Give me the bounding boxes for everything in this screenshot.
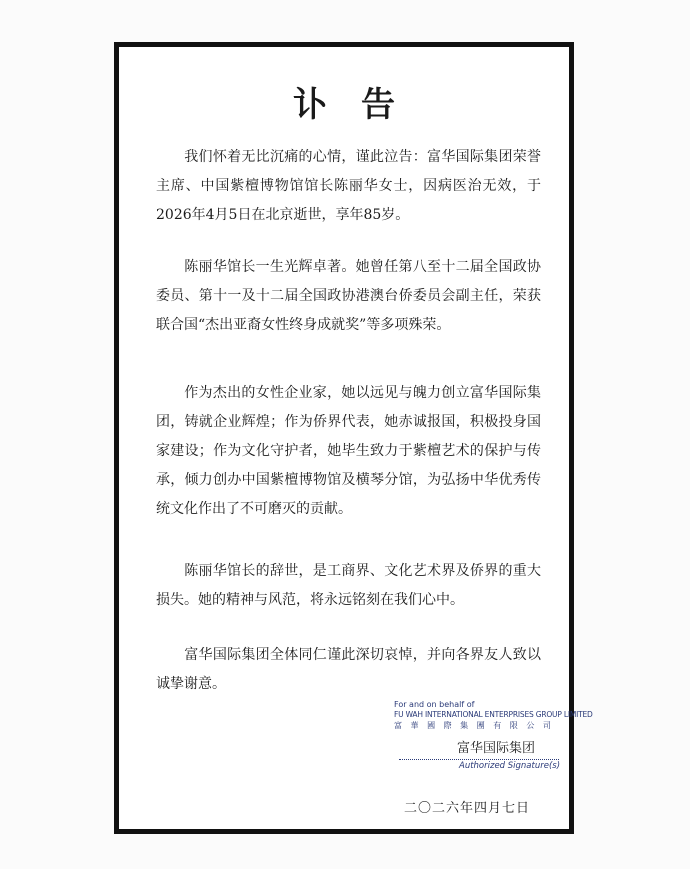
- paragraph-condolence: [156, 641, 541, 699]
- paragraph-text: 我们怀着无比沉痛的心情，谨此泣告：富华国际集团荣誉主席、中国紫檀博物馆馆长陈丽华女士，因病医治无效，于2026年4月5日在北京逝世，享年85岁。: [156, 149, 541, 223]
- paragraph-loss: [156, 557, 541, 615]
- paragraph-announcement: [156, 143, 541, 230]
- signature-caption: Authorized Signature(s): [459, 761, 561, 771]
- stamp-line-behalf: For and on behalf of: [394, 700, 475, 709]
- notice-date: 二〇二六年四月七日: [404, 801, 531, 816]
- paragraph-text: 陈丽华馆长的辞世，是工商界、文化艺术界及侨界的重大损失。她的精神与风范，将永远铭刻在我们心中。: [156, 563, 541, 608]
- notice-title: 讣告: [293, 85, 429, 125]
- stamp-line-company-zh: 富 華 國 際 集 團 有 限 公 司: [394, 721, 554, 730]
- paragraph-text: 陈丽华馆长一生光辉卓著。她曾任第八至十二届全国政协委员、第十一及十二届全国政协港澳台侨委员会副主任，荣获联合国“杰出亚裔女性终身成就奖”等多项殊荣。: [156, 259, 541, 333]
- paragraph-text: 作为杰出的女性企业家，她以远见与魄力创立富华国际集团，铸就企业辉煌；作为侨界代表，她赤诚报国，积极投身国家建设；作为文化守护者，她毕生致力于紫檀艺术的保护与传承，倾力创办中国紫檀博物馆及横琴分馆，为弘扬中华优秀传统文化作出了不可磨灭的贡献。: [156, 385, 541, 517]
- obituary-notice: [114, 42, 593, 834]
- paragraph-text: 富华国际集团全体同仁谨此深切哀悼，并向各界友人致以诚挚谢意。: [156, 647, 541, 692]
- stamp-line-company-en: FU WAH INTERNATIONAL ENTERPRISES GROUP LIMITED: [394, 710, 593, 719]
- company-stamp: [394, 700, 593, 731]
- signature-name: 富华国际集团: [457, 741, 536, 756]
- paragraph-contributions: [156, 379, 541, 524]
- signature-line: [399, 759, 559, 760]
- paragraph-career: [156, 253, 541, 340]
